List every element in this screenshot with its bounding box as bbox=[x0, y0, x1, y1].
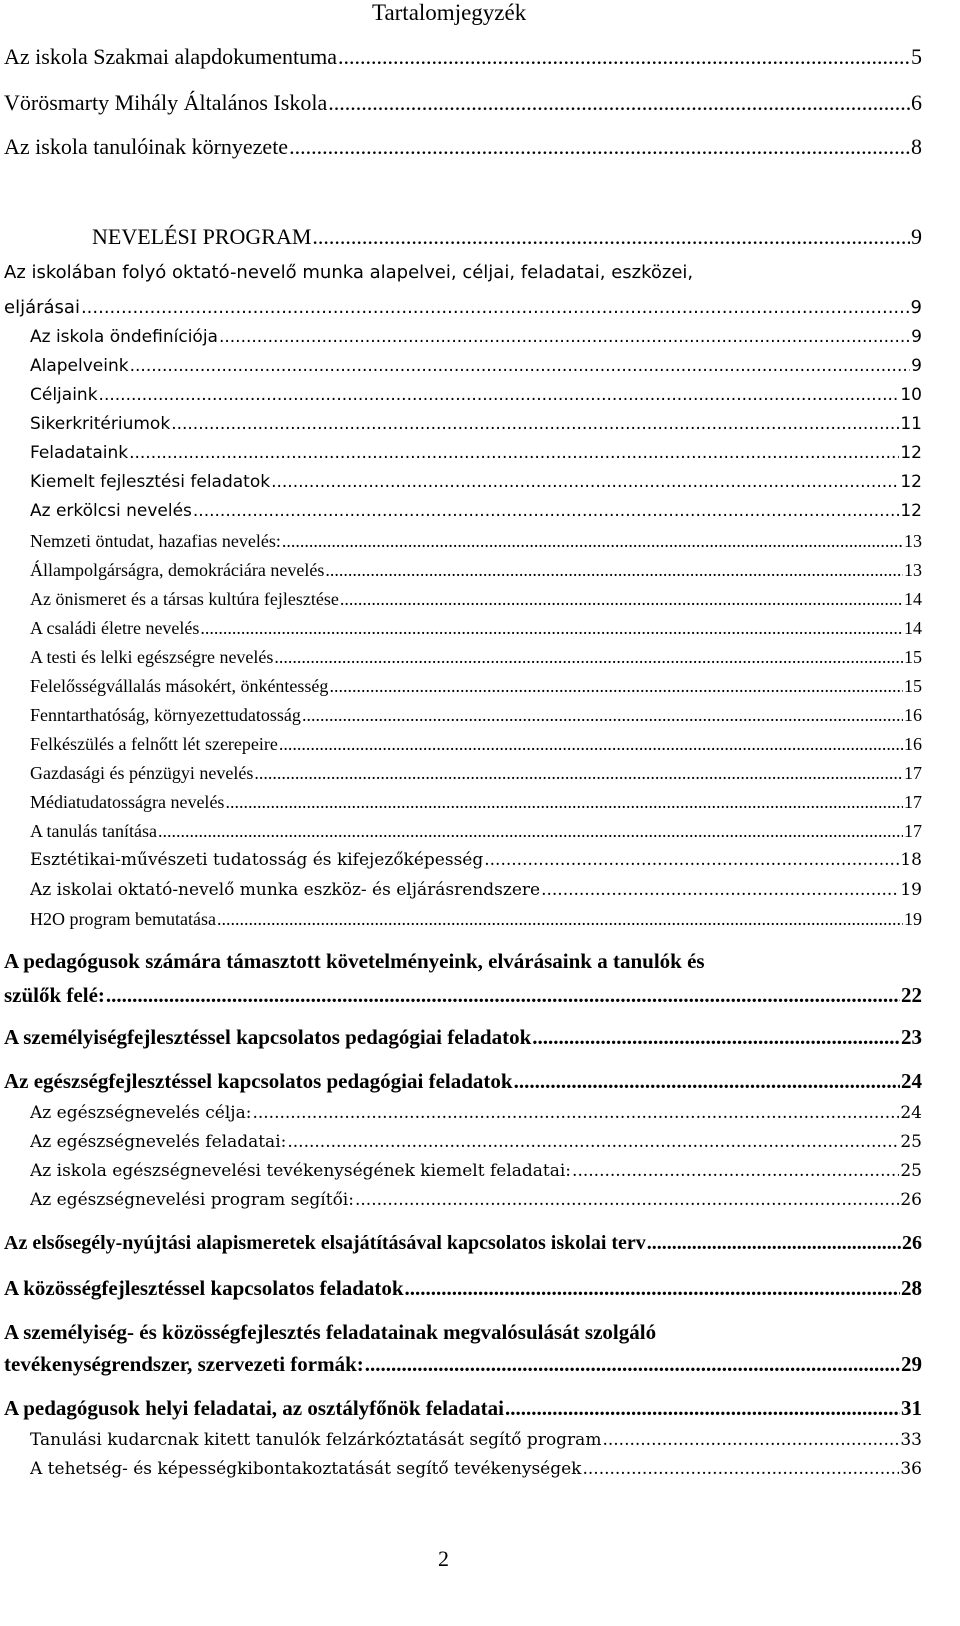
toc-leader-dots bbox=[302, 705, 903, 726]
toc-entry-label: Az egészségnevelés feladatai: bbox=[30, 1132, 287, 1152]
toc-leader-dots bbox=[405, 1276, 900, 1301]
toc-leader-dots bbox=[274, 647, 903, 668]
toc-entry-label: Állampolgárságra, demokráciára nevelés bbox=[30, 560, 325, 580]
toc-leader-dots bbox=[193, 501, 899, 521]
toc-entry-label: Az iskola öndefiníciója bbox=[30, 327, 218, 347]
toc-leader-dots bbox=[81, 297, 910, 318]
toc-entry-page: 29 bbox=[901, 1352, 922, 1376]
toc-entry[interactable] bbox=[30, 414, 922, 434]
toc-leader-dots bbox=[158, 821, 903, 842]
toc-entry-label-line1: Az iskolában folyó oktató-nevelő munka alapelvei, céljai, feladatai, eszközei, bbox=[4, 262, 694, 283]
toc-entry[interactable] bbox=[30, 880, 922, 900]
toc-entry[interactable] bbox=[30, 909, 922, 930]
toc-entry-label: szülők felé: bbox=[4, 983, 105, 1007]
toc-entry[interactable] bbox=[30, 1161, 922, 1181]
toc-entry[interactable] bbox=[4, 44, 922, 70]
toc-leader-dots bbox=[514, 1069, 900, 1094]
toc-leader-dots bbox=[171, 414, 899, 434]
toc-entry-label: A testi és lelki egészségre nevelés bbox=[30, 647, 274, 667]
toc-leader-dots bbox=[106, 983, 900, 1008]
toc-entry[interactable] bbox=[30, 1430, 922, 1450]
toc-entry[interactable] bbox=[4, 1352, 922, 1377]
toc-entry-label: Céljaink bbox=[30, 385, 98, 405]
toc-entry-label: Kiemelt fejlesztési feladatok bbox=[30, 472, 271, 492]
toc-entry-page: 16 bbox=[904, 705, 922, 725]
toc-entry[interactable] bbox=[30, 327, 922, 347]
toc-leader-dots bbox=[254, 763, 903, 784]
toc-entry[interactable] bbox=[4, 297, 922, 318]
toc-entry-label: Az önismeret és a társas kultúra fejlesztése bbox=[30, 589, 339, 609]
toc-entry-label: A tehetség- és képességkibontakoztatását segítő tevékenységek bbox=[30, 1459, 582, 1479]
toc-entry-page: 23 bbox=[901, 1025, 922, 1049]
toc-entry-label: Az egészségfejlesztéssel kapcsolatos pedagógiai feladatok bbox=[4, 1069, 513, 1093]
toc-entry-page: 17 bbox=[904, 763, 922, 783]
toc-entry[interactable] bbox=[30, 501, 922, 521]
toc-entry[interactable] bbox=[4, 134, 922, 160]
toc-leader-dots bbox=[217, 909, 903, 930]
toc-leader-dots bbox=[325, 560, 903, 581]
toc-entry-label: Az elsősegély-nyújtási alapismeretek elsajátításával kapcsolatos iskolai terv bbox=[4, 1232, 646, 1254]
toc-entry[interactable] bbox=[30, 734, 922, 755]
toc-entry[interactable] bbox=[30, 676, 922, 697]
toc-leader-dots bbox=[130, 356, 911, 376]
toc-entry-label: Fenntarthatóság, környezettudatosság bbox=[30, 705, 301, 725]
toc-leader-dots bbox=[289, 134, 910, 160]
toc-leader-dots bbox=[252, 1103, 899, 1123]
toc-entry[interactable] bbox=[30, 1103, 922, 1123]
toc-entry-page: 18 bbox=[900, 850, 922, 870]
toc-entry-page: 22 bbox=[901, 983, 922, 1007]
toc-leader-dots bbox=[219, 327, 910, 347]
toc-entry[interactable] bbox=[92, 224, 922, 250]
toc-leader-dots bbox=[505, 1396, 900, 1421]
toc-entry-page: 6 bbox=[911, 90, 922, 115]
toc-entry-page: 12 bbox=[900, 501, 922, 521]
toc-entry-page: 26 bbox=[900, 1190, 922, 1210]
toc-entry-page: 14 bbox=[904, 618, 922, 638]
toc-entry-page: 26 bbox=[902, 1232, 922, 1254]
page-number: 2 bbox=[438, 1546, 449, 1571]
toc-entry[interactable] bbox=[30, 821, 922, 842]
toc-entry[interactable] bbox=[30, 647, 922, 668]
toc-entry-label-line1: A személyiség- és közösségfejlesztés feladatainak megvalósulását szolgáló bbox=[4, 1320, 657, 1344]
toc-entry-page: 9 bbox=[910, 297, 922, 318]
toc-entry[interactable] bbox=[30, 589, 922, 610]
toc-leader-dots bbox=[225, 792, 903, 813]
toc-entry[interactable] bbox=[30, 850, 922, 870]
toc-entry[interactable] bbox=[4, 983, 922, 1008]
toc-entry-page: 24 bbox=[901, 1069, 922, 1093]
toc-entry-label: H2O program bemutatása bbox=[30, 909, 216, 929]
toc-entry-page: 25 bbox=[900, 1161, 922, 1181]
toc-entry-label: Az iskola egészségnevelési tevékenységének kiemelt feladatai: bbox=[30, 1161, 572, 1181]
toc-entry-page: 24 bbox=[900, 1103, 922, 1123]
toc-entry-page: 33 bbox=[900, 1430, 922, 1450]
toc-entry-label: A közösségfejlesztéssel kapcsolatos feladatok bbox=[4, 1276, 404, 1300]
toc-entry-label: A személyiségfejlesztéssel kapcsolatos pedagógiai feladatok bbox=[4, 1025, 532, 1049]
toc-leader-dots bbox=[541, 880, 899, 900]
toc-entry-page: 8 bbox=[911, 134, 922, 159]
toc-entry[interactable] bbox=[4, 1232, 922, 1255]
toc-entry-page: 12 bbox=[900, 443, 922, 463]
toc-entry-page: 17 bbox=[904, 792, 922, 812]
toc-entry-label: Nemzeti öntudat, hazafias nevelés: bbox=[30, 531, 281, 551]
toc-entry-page: 9 bbox=[911, 356, 922, 376]
toc-leader-dots bbox=[340, 589, 903, 610]
toc-entry[interactable] bbox=[4, 1276, 922, 1301]
toc-entry-label: Alapelveink bbox=[30, 356, 129, 376]
toc-entry-label: A családi életre nevelés bbox=[30, 618, 200, 638]
toc-leader-dots bbox=[200, 618, 903, 639]
toc-entry-label: A tanulás tanítása bbox=[30, 821, 157, 841]
toc-entry-page: 16 bbox=[904, 734, 922, 754]
toc-entry-label: Az egészségnevelés célja: bbox=[30, 1103, 252, 1123]
toc-leader-dots bbox=[572, 1161, 899, 1181]
toc-leader-dots bbox=[582, 1459, 899, 1479]
toc-entry-page: 14 bbox=[904, 589, 922, 609]
toc-entry-label: Gazdasági és pénzügyi nevelés bbox=[30, 763, 254, 783]
toc-entry[interactable] bbox=[4, 1025, 922, 1050]
toc-entry-label: A pedagógusok helyi feladatai, az osztályfőnök feladatai bbox=[4, 1396, 504, 1420]
toc-entry[interactable] bbox=[30, 531, 922, 552]
toc-entry-label-line1: A pedagógusok számára támasztott követelményeink, elvárásaink a tanulók és bbox=[4, 949, 705, 973]
toc-entry-label: Vörösmarty Mihály Általános Iskola bbox=[4, 90, 328, 115]
toc-entry[interactable] bbox=[30, 705, 922, 726]
toc-entry[interactable] bbox=[30, 560, 922, 581]
toc-leader-dots bbox=[129, 443, 899, 463]
toc-leader-dots bbox=[271, 472, 899, 492]
toc-leader-dots bbox=[484, 850, 899, 870]
toc-leader-dots bbox=[647, 1232, 901, 1255]
toc-entry-page: 12 bbox=[900, 472, 922, 492]
toc-entry-label: Az iskola Szakmai alapdokumentuma bbox=[4, 44, 337, 69]
toc-entry-label: Az iskolai oktató-nevelő munka eszköz- és eljárásrendszere bbox=[30, 880, 541, 900]
toc-entry[interactable] bbox=[4, 1069, 922, 1094]
toc-entry[interactable] bbox=[4, 90, 922, 116]
toc-leader-dots bbox=[279, 734, 903, 755]
toc-entry-page: 11 bbox=[900, 414, 922, 434]
toc-entry-page: 17 bbox=[904, 821, 922, 841]
toc-entry[interactable] bbox=[30, 443, 922, 463]
toc-entry-page: 36 bbox=[900, 1459, 922, 1479]
toc-entry-label: NEVELÉSI PROGRAM bbox=[92, 224, 312, 249]
toc-entry-label: eljárásai bbox=[4, 297, 80, 318]
toc-leader-dots bbox=[355, 1190, 899, 1210]
toc-leader-dots bbox=[99, 385, 900, 405]
toc-entry[interactable] bbox=[30, 1190, 922, 1210]
toc-entry-label: Felelősségvállalás másokért, önkéntesség bbox=[30, 676, 329, 696]
toc-entry[interactable] bbox=[30, 472, 922, 492]
toc-entry-page: 9 bbox=[911, 327, 922, 347]
toc-leader-dots bbox=[328, 90, 910, 116]
toc-entry-label: Esztétikai-művészeti tudatosság és kifejezőképesség bbox=[30, 850, 484, 870]
toc-entry[interactable] bbox=[30, 1132, 922, 1152]
toc-leader-dots bbox=[287, 1132, 899, 1152]
toc-entry-page: 25 bbox=[900, 1132, 922, 1152]
toc-entry-page: 9 bbox=[911, 224, 922, 249]
toc-entry-label: Sikerkritériumok bbox=[30, 414, 171, 434]
toc-leader-dots bbox=[532, 1025, 900, 1050]
toc-entry-page: 5 bbox=[911, 44, 922, 69]
toc-leader-dots bbox=[282, 531, 903, 552]
toc-entry[interactable] bbox=[30, 763, 922, 784]
toc-entry[interactable] bbox=[4, 1396, 922, 1421]
toc-entry-page: 15 bbox=[904, 676, 922, 696]
toc-entry-page: 15 bbox=[904, 647, 922, 667]
toc-entry-label: Az egészségnevelési program segítői: bbox=[30, 1190, 354, 1210]
toc-entry-label: tevékenységrendszer, szervezeti formák: bbox=[4, 1352, 364, 1376]
toc-entry-page: 28 bbox=[901, 1276, 922, 1300]
toc-entry[interactable] bbox=[30, 792, 922, 813]
toc-leader-dots bbox=[312, 224, 910, 250]
toc-entry-page: 13 bbox=[904, 560, 922, 580]
toc-entry-page: 19 bbox=[900, 880, 922, 900]
toc-entry-label: Tanulási kudarcnak kitett tanulók felzárkóztatását segítő program bbox=[30, 1430, 602, 1450]
toc-leader-dots bbox=[329, 676, 903, 697]
toc-entry[interactable] bbox=[30, 385, 922, 405]
toc-entry-page: 19 bbox=[904, 909, 922, 929]
toc-entry-page: 13 bbox=[904, 531, 922, 551]
toc-entry-page: 10 bbox=[900, 385, 922, 405]
toc-entry[interactable] bbox=[30, 1459, 922, 1479]
toc-leader-dots bbox=[338, 44, 910, 70]
toc-leader-dots bbox=[365, 1352, 900, 1377]
toc-title: Tartalomjegyzék bbox=[372, 0, 527, 25]
toc-entry[interactable] bbox=[30, 618, 922, 639]
toc-leader-dots bbox=[602, 1430, 899, 1450]
toc-entry-label: Feladataink bbox=[30, 443, 129, 463]
toc-entry-label: Felkészülés a felnőtt lét szerepeire bbox=[30, 734, 278, 754]
toc-entry-label: Médiatudatosságra nevelés bbox=[30, 792, 225, 812]
toc-entry[interactable] bbox=[30, 356, 922, 376]
toc-entry-page: 31 bbox=[901, 1396, 922, 1420]
toc-entry-label: Az erkölcsi nevelés bbox=[30, 501, 192, 521]
toc-entry-label: Az iskola tanulóinak környezete bbox=[4, 134, 289, 159]
